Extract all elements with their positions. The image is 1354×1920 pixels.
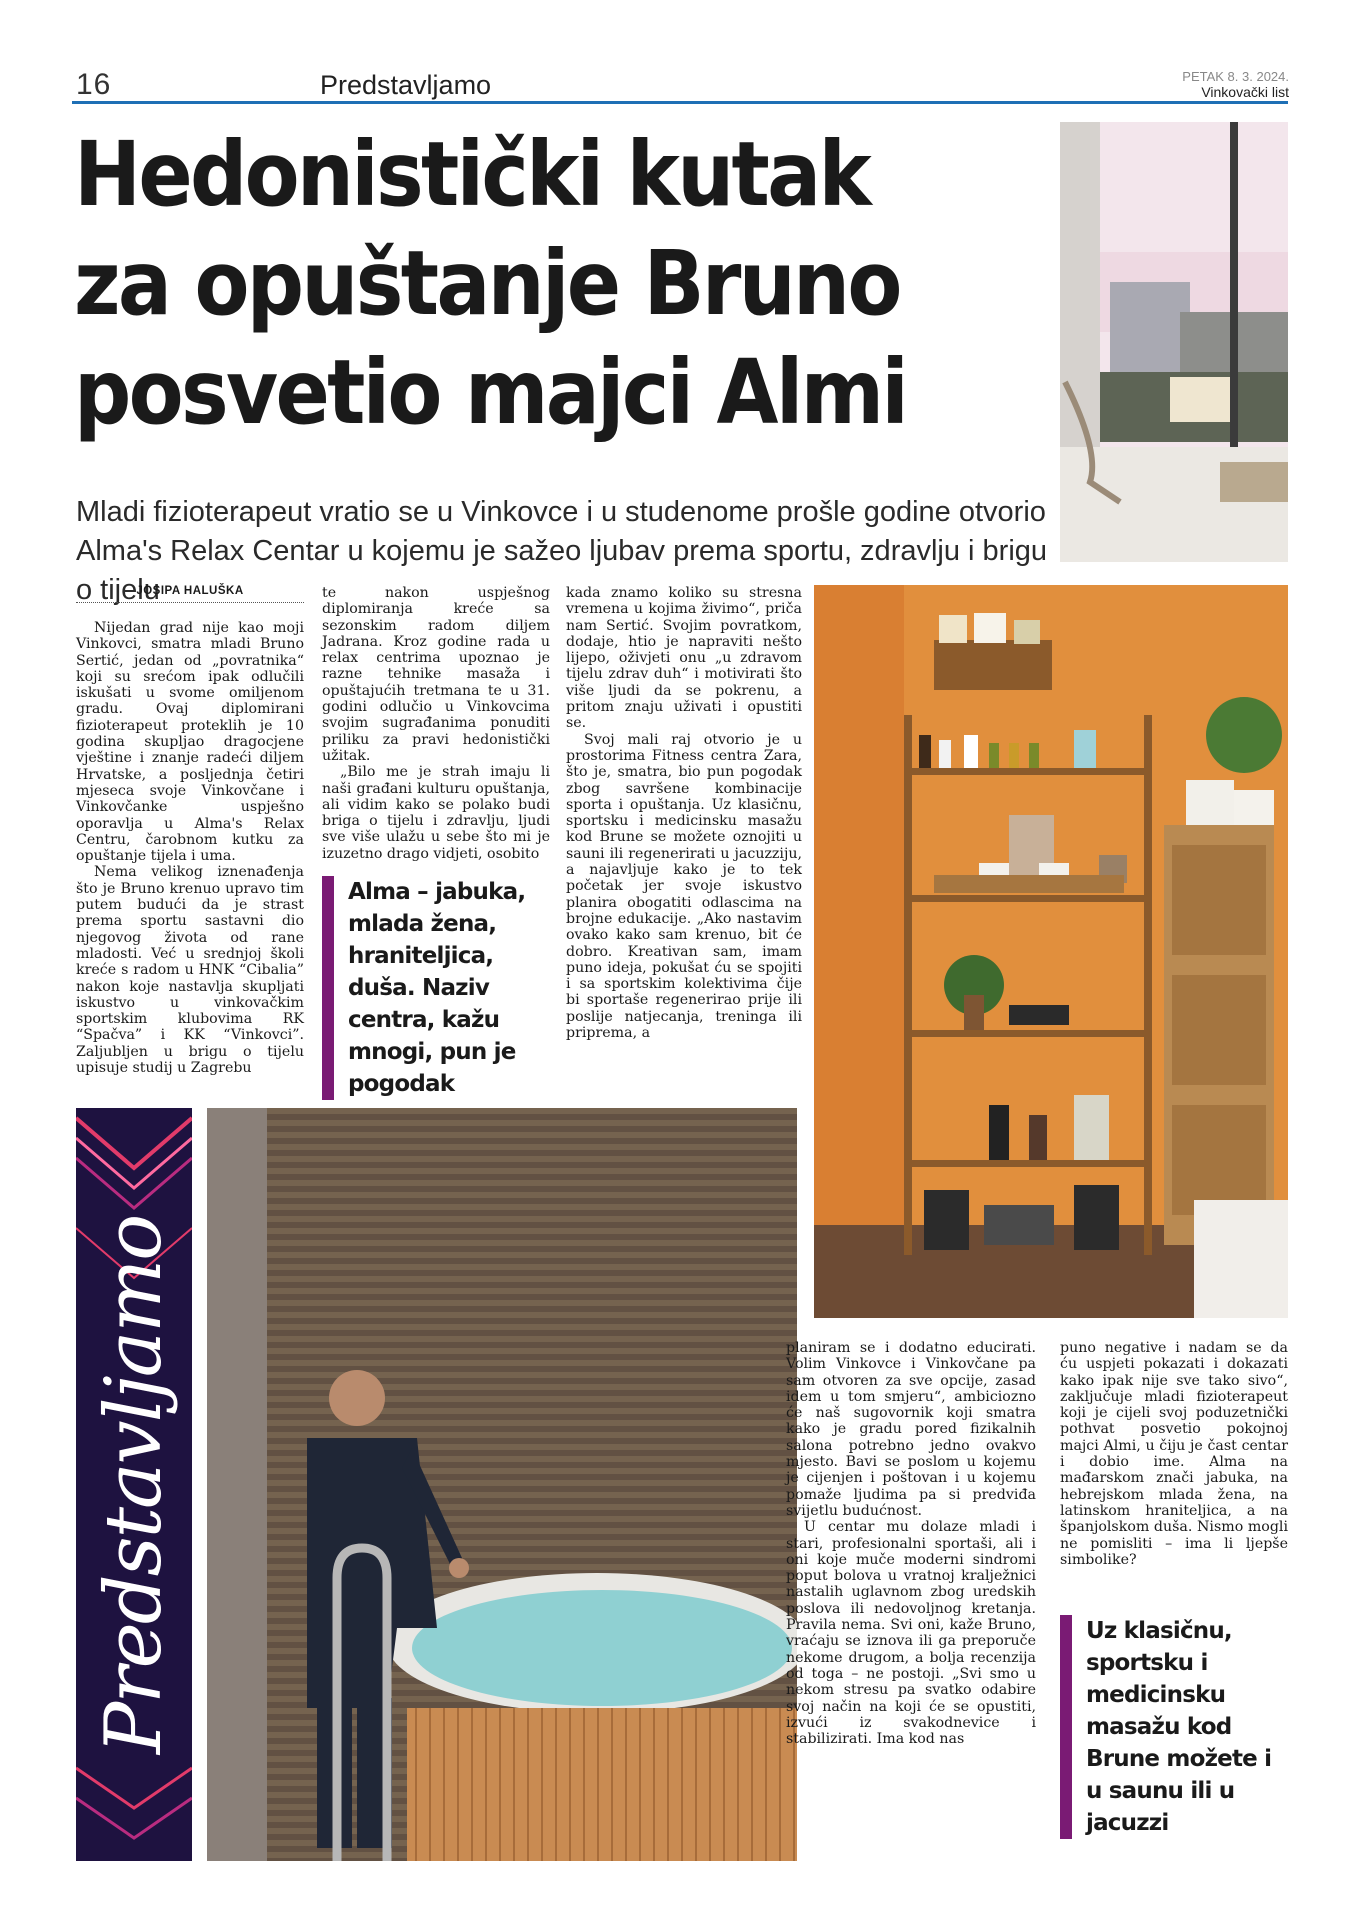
headline-line: Hedonistički kutak [74,122,870,226]
photo-window-view [1060,122,1288,562]
headline-line: za opuštanje Bruno [74,231,900,335]
sidebar-label: Predstavljamo [89,1215,179,1754]
article-column-3 [566,585,802,1041]
page-number: 16 [76,68,112,101]
pull-quote: Alma – jabuka, mlada žena, hraniteljica, duša. Naziv centra, kažu mnogi, pun je pogodak [322,876,550,1100]
jacuzzi-illustration [207,1108,797,1861]
paragraph: Nema velikog iznenađenja što je Bruno krenuo upravo tim putem budući da je strast prema sportu sastavni dio njegovog života od rane mladosti. Već u srednjoj školi kreće s radom u HNK “Cibalia” nakon koje nastavlja skupljati iskustvo u vinkovačkim sportskim klubovima RK “Spačva” i KK “Vinkovci”. Zaljubljen u brigu o tijelu upisuje studij u Zagrebu [76,864,304,1077]
shelves-illustration [814,585,1288,1318]
paragraph: kada znamo koliko su stresna vremena u kojima živimo“, priča nam Sertić. Svojim povratkom, dodaje, htio je napraviti nešto lijepo, oživjeti onu „u zdravom tijelu zdrav duh“ i motivirati što više ljudi da se pokrenu, a pritom znaju uživati i opustiti se. [566,585,802,732]
paragraph: U centar mu dolaze mladi i stari, profesionalni sportaši, ali i oni koje muče moderni sindromi poput bolova u vratnoj kralježnici nastalih uglavnom zbog uredskih poslova ili nedovoljnog kretanja. Pravila nema. Svi oni, kaže Bruno, vraćaju se iznova ili ga preporuče nekome drugom, a bolja recenzija od toga – ne postoji. „Svi smo u nekom stresu pa svatko odabire svoj način na koji će se opustiti, izvući iz svakodnevice i stabilizirati. Ima kod nas [786,1519,1036,1748]
article-column-5 [1060,1340,1288,1568]
article-column-2 [322,585,550,862]
paragraph: puno negative i nadam se da ću uspjeti pokazati i dokazati kako ipak nije sve tako sivo“, zaključuje mladi fizioterapeut koji je cijeli svoj poduzetnički pothvat posvetio pokojnoj majci Almi, u čiju je čast centar i dobio ime. Alma na mađarskom znači jabuka, na hebrejskom mlada žena, na latinskom hraniteljica, a na španjolskom duša. Nismo mogli ne pomisliti – ima li ljepše simbolike? [1060,1340,1288,1568]
article-column-4 [786,1340,1036,1747]
pull-quote: Uz klasičnu, sportsku i medicinsku masažu kod Brune možete i u saunu ili u jacuzzi [1060,1615,1288,1839]
byline: JOSIPA HALUŠKA [76,585,304,603]
subheadline: Mladi fizioterapeut vratio se u Vinkovce i u studenome prošle godine otvorio Alma's Relax Centar u kojemu je sažeo ljubav prema sportu, zdravlju i brigu o tijelu [76,496,1048,606]
photo-shelves [814,585,1288,1318]
headline-line: posvetio majci Almi [74,340,907,444]
header-rule [72,101,1288,104]
section-title: Predstavljamo [320,70,492,100]
paragraph: Svoj mali raj otvorio je u prostorima Fitness centra Zara, što je, smatra, bio pun pogodak zbog savršene kombinacije sporta i opuštanja. Uz klasičnu, sportsku i medicinsku masažu kod Brune se možete oznojiti u sauni ili regenerirati u jacuzziju, a najavljuje kako je to tek početak jer svoje iskustvo planira obogatiti odlascima na brojne edukacije. „Ako nastavim ovako kako sam krenuo, bit će dobro. Kreativan sam, imam puno ideja, pokušat ću se spojiti i sa sportskim kolektivima čije bi sportaše regenerirao prije ili poslije natjecanja, treninga ili priprema, a [566,731,802,1042]
sidebar-band [76,1108,192,1861]
headline [74,120,956,447]
paragraph: „Bilo me je strah imaju li naši građani kulturu opuštanja, ali vidim kako se polako budi briga o tijelu i zdravlju, ljudi sve više ulažu u sebe što mi je izuzetno drago vidjeti, osobito [322,764,550,862]
window-view-illustration [1060,122,1288,562]
paragraph: Nijedan grad nije kao moji Vinkovci, smatra mladi Bruno Sertić, jedan od „povratnika“ koji su srećom ipak odlučili iskušati u svome omiljenom gradu. Ovaj diplomirani fizioterapeut proteklih je 10 godina skupljao dragocjene vještine i znanje radeći diljem Hrvatske, a posljednja četiri mjeseca svoje Vinkovčane i Vinkovčanke uspješno oporavlja u Alma's Relax Centru, čarobnom kutku za opuštanje tijela i uma. [76,620,304,865]
photo-jacuzzi [207,1108,797,1861]
article-column-1 [76,620,304,1076]
issue-date: PETAK 8. 3. 2024. [1182,69,1289,84]
paragraph: te nakon uspješnog diplomiranja kreće sa sezonskim radom diljem Jadrana. Kroz godine rada u relax centrima upoznao je razne tehnike masaža i opuštajućih tretmana te u 31. godini odlučio u Vinkovcima svojim sugrađanima ponuditi priliku za pravi hedonistički užitak. [322,585,550,764]
paragraph: planiram se i dodatno educirati. Volim Vinkovce i Vinkovčane pa sam otvoren za sve opcije, zasad idem u tom smjeru“, ambiciozno će naš sugovornik koji smatra kako je gradu pored fizikalnih salona potrebno jedno ovakvo mjesto. Bavi se poslom u kojemu je cijenjen i poštovan i u kojemu pomaže ljudima pa si predviđa svijetlu budućnost. [786,1340,1036,1519]
publication-name: Vinkovački list [1201,84,1289,100]
